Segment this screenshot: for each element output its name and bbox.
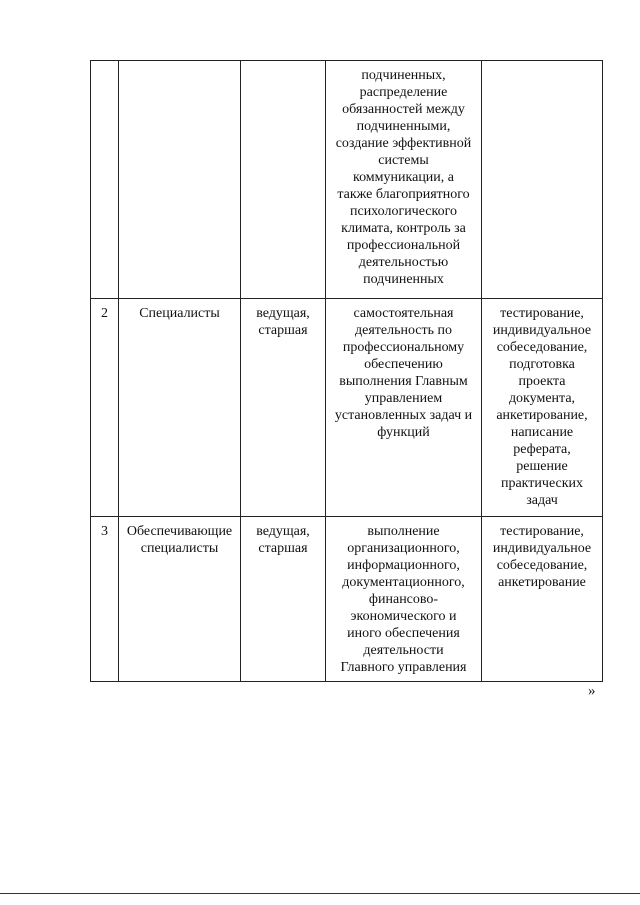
table-row bbox=[91, 61, 603, 299]
duties-cell: подчиненных, распределение обязанностей между подчиненными, создание эффективной системы коммуникации, а также благоприятного психологического климата, контроль за профессиональной деятельностью подчиненных bbox=[326, 61, 482, 299]
duties-cell: самостоятельная деятельность по профессиональному обеспечению выполнения Главным управлением установленных задач и функций bbox=[326, 299, 482, 517]
category-cell bbox=[119, 61, 241, 299]
qualification-table bbox=[90, 60, 603, 682]
category-cell: Обеспечивающие специалисты bbox=[119, 517, 241, 682]
bottom-divider bbox=[0, 893, 640, 894]
row-number-cell: 3 bbox=[91, 517, 119, 682]
closing-quote-mark: » bbox=[588, 683, 596, 699]
methods-cell bbox=[482, 61, 603, 299]
category-cell: Специалисты bbox=[119, 299, 241, 517]
methods-cell: тестирование, индивидуальное собеседование, анкетирование bbox=[482, 517, 603, 682]
duties-cell: выполнение организационного, информационного, документационного, финансово- экономического и иного обеспечения деятельности Главного управления bbox=[326, 517, 482, 682]
row-number-cell bbox=[91, 61, 119, 299]
group-cell bbox=[241, 61, 326, 299]
row-number-cell: 2 bbox=[91, 299, 119, 517]
table-row bbox=[91, 517, 603, 682]
table-row bbox=[91, 299, 603, 517]
group-cell: ведущая, старшая bbox=[241, 299, 326, 517]
group-cell: ведущая, старшая bbox=[241, 517, 326, 682]
methods-cell: тестирование, индивидуальное собеседование, подготовка проекта документа, анкетирование, написание реферата, решение практических задач bbox=[482, 299, 603, 517]
